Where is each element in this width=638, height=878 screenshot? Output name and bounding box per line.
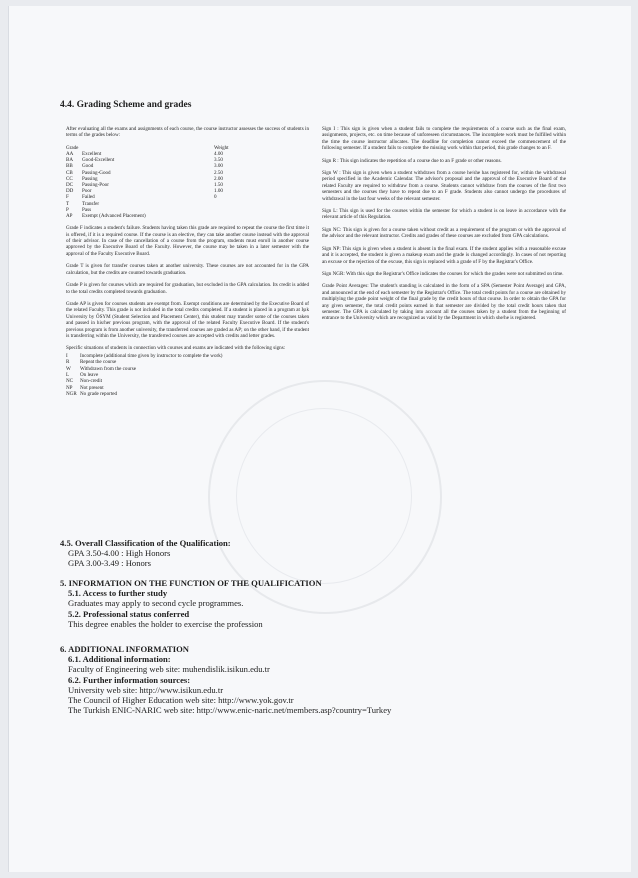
grade-label: Passing-Good — [82, 169, 111, 176]
sign-label: Incomplete (additional time given by instructor to complete the work) — [80, 352, 223, 359]
sign-label: Withdrawn from the course — [80, 365, 136, 372]
grade-code: T — [66, 200, 70, 207]
grading-left-column — [66, 126, 309, 398]
section-5-1-text: Graduates may apply to second cycle programmes. — [68, 598, 244, 609]
grade-code: BB — [66, 163, 73, 170]
grade-weight: 3.50 — [214, 157, 223, 164]
grade-weight: 1.50 — [214, 182, 223, 189]
grading-right-column — [322, 126, 566, 328]
grade-code: AA — [66, 151, 74, 158]
para-grade-ap: Grade AP is given for courses students are exempt from. Exempt conditions are determined by the Executive Board of the related Faculty. This grade is not included in the total credits completed. If a student is placed in a program at Işık University by ÖSYM (Student Selection and Placement Center), this student may transfer some of the courses taken and passed in his/her previous program, with the approval of the related Faculty Executive Board. If the student's previous program is from another university, the transferred courses are graded as AP; on the other hand, if the student is transferring within the University, the transferred courses are accepted with credits and letter grades. — [66, 300, 309, 339]
weight-header: Weight — [214, 144, 229, 151]
grade-label: Transfer — [82, 200, 100, 207]
section-6-title: 6. ADDITIONAL INFORMATION — [60, 644, 189, 654]
section-6-1-text: Faculty of Engineering web site: muhendislik.isikun.edu.tr — [68, 664, 270, 675]
grade-code: F — [66, 194, 69, 201]
section-5-1-title: 5.1. Access to further study — [68, 588, 168, 599]
grade-weight: 2.50 — [214, 169, 223, 176]
section-6-2-title: 6.2. Further information sources: — [68, 674, 191, 685]
grade-header: Grade — [66, 144, 79, 151]
sign-description-paragraph: Sign NP: This sign is given when a student is absent in the final exam. If the student applies with a reasonable excuse and it is accepted, the student is given a makeup exam and the grade is changed accordingly. In cases of not reporting an excuse or the rejection of the excuse, this sign is replaced with a grade of F by the Registrar's Office. — [322, 245, 566, 265]
grade-label: Good-Excellent — [82, 157, 115, 164]
grade-weight: 1.00 — [214, 188, 223, 195]
grade-label: Good — [82, 163, 94, 170]
info-source-line: University web site: http://www.isikun.edu.tr — [68, 684, 224, 695]
info-source-line: The Turkish ENIC-NARIC web site: http://www.enic-naric.net/members.asp?country=Turkey — [68, 705, 392, 716]
sign-description-paragraph: Sign R : This sign indicates the repetition of a course due to an F grade or other reasons. — [322, 157, 502, 164]
sign-code: NC — [66, 378, 74, 385]
grade-weight: 2.00 — [214, 175, 223, 182]
sign-code: L — [66, 371, 70, 378]
sign-label: Non-credit — [80, 378, 103, 385]
para-signs-intro: Specific situations of students in connection with courses and exams are indicated with the following signs: — [66, 345, 286, 352]
sign-label: No grade reported — [80, 391, 118, 398]
sign-description-paragraph: Grade Point Averages: The student's standing is calculated in the form of a SPA (Semester Point Average) and GPA, and announced at the end of each semester by the Registrar's Office. The total credit points for a course are obtained by multiplying the grade point weight of the final grade by the credit hours of that course. In order to obtain the GPA for any given semester, the total credit points earned in that semester are divided by the total credit hours taken that semester. The GPA is calculated by taking into account all the courses taken by a student from the beginning of entrance to the University which are recognized as valid by the Department in which she/he is registered. — [322, 283, 566, 322]
para-grade-p: Grade P is given for courses which are required for graduation, but excluded in the GPA calculation. Its credit is added to the total credits completed towards graduation. — [66, 282, 309, 295]
section-5-title: 5. INFORMATION ON THE FUNCTION OF THE QUALIFICATION — [60, 578, 322, 588]
sign-description-paragraph: Sign L: This sign is used for the courses within the semester for which a student is on leave in accordance with the relevant article of this Regulation. — [322, 208, 566, 221]
seal-inner-ring — [236, 408, 412, 584]
grade-weight: 3.00 — [214, 163, 223, 170]
section-6-1-title: 6.1. Additional information: — [68, 654, 171, 665]
grade-label: Exempt (Advanced Placement) — [82, 213, 146, 220]
grade-code: DC — [66, 182, 74, 189]
sign-label: Repeat the course — [80, 359, 117, 366]
sign-description-paragraph: Sign NC: This sign is given for a course taken without credit as a requirement of the program or with the approval of the advisor and the relevant instructor. Credits and grades of these courses are excluded from GPA calculations. — [322, 226, 566, 240]
section-5-2-title: 5.2. Professional status conferred — [68, 608, 190, 619]
sign-item — [66, 391, 309, 397]
sign-label: On leave — [80, 371, 99, 378]
section-6 — [60, 644, 391, 715]
sign-code: R — [66, 359, 70, 366]
sign-description-paragraph: Sign I : This sign is given when a student fails to complete the requirements of a course such as the final exam, assignments, projects, etc. on time because of unforeseen circumstances. The incomplete work must be fulfilled within the time the course instructor allocates. The deadline for completion cannot exceed the commencement of the following semester. If a student fails to complete the missing work within that period, this grade changes to an F. — [322, 126, 566, 152]
grade-code: CC — [66, 175, 73, 182]
sign-label: Not present — [80, 384, 104, 391]
grade-label: Passing — [82, 175, 98, 182]
sign-code: NP — [66, 384, 73, 391]
section-4-5 — [60, 538, 231, 569]
para-grade-f: Grade F indicates a student's failure. Students having taken this grade are required to repeat the course the first time it is offered, if it is a required course. If the course is an elective, they can take another course instead with the approval of their advisor. In case of the cancellation of a course from the program, students must enroll in another course approved by the Executive Board of the Faculty. However, the course may be taken in a later semester with the approval of the Faculty Executive Board. — [66, 225, 309, 257]
section-5 — [60, 578, 322, 629]
sign-description-paragraph: Sign NGR: With this sign the Registrar's Office indicates the courses for which the grades were not submitted on time. — [322, 270, 564, 277]
grade-code: DD — [66, 188, 74, 195]
classification-line: GPA 3.00-3.49 : Honors — [68, 558, 152, 569]
section-5-2-text: This degree enables the holder to exercise the profession — [68, 618, 263, 629]
grade-weight: 4.00 — [214, 151, 223, 158]
grade-code: P — [66, 206, 69, 213]
grade-weight — [214, 213, 229, 219]
info-source-line: The Council of Higher Education web site: http://www.yok.gov.tr — [68, 695, 294, 706]
grade-label: Pass — [82, 206, 92, 213]
grade-label: Poor — [82, 188, 92, 195]
grading-intro: After evaluating all the exams and assignments of each course, the course instructor assesses the success of students in terms of the grades below: — [66, 126, 309, 139]
section-4-4-title: 4.4. Grading Scheme and grades — [60, 100, 192, 110]
grade-code: AP — [66, 213, 73, 220]
sign-code: NGR — [66, 391, 77, 398]
sign-code: W — [66, 365, 71, 372]
classification-line: GPA 3.50-4.00 : High Honors — [68, 548, 171, 559]
sign-code: I — [66, 352, 68, 359]
signs-list — [66, 353, 309, 398]
section-4-5-title: 4.5. Overall Classification of the Qualification: — [60, 538, 231, 548]
grades-table — [66, 145, 229, 219]
grade-code: CB — [66, 169, 73, 176]
grade-row — [66, 213, 229, 219]
grade-label: Passing-Poor — [82, 182, 109, 189]
grade-weight: 0 — [214, 194, 217, 201]
grade-code: BA — [66, 157, 74, 164]
grade-label: Excellent — [82, 151, 102, 158]
sign-description-paragraph: Sign W : This sign is given when a student withdraws from a course he/she has registered for, within the withdrawal period specified in the Academic Calendar. The advisor's proposal and the approval of the Executive Board of the related Faculty are required to withdraw from a course. Students cannot withdraw from the courses of the first two semesters and the courses they have to repeat due to an F grade. Students also cannot undergo the procedures of withdrawal in the last four weeks of the relevant semester. — [322, 170, 566, 202]
para-grade-t: Grade T is given for transfer courses taken at another university. These courses are not accounted for in the GPA calculation, but the credits are counted towards graduation. — [66, 263, 309, 276]
grade-label: Failed — [82, 194, 95, 201]
